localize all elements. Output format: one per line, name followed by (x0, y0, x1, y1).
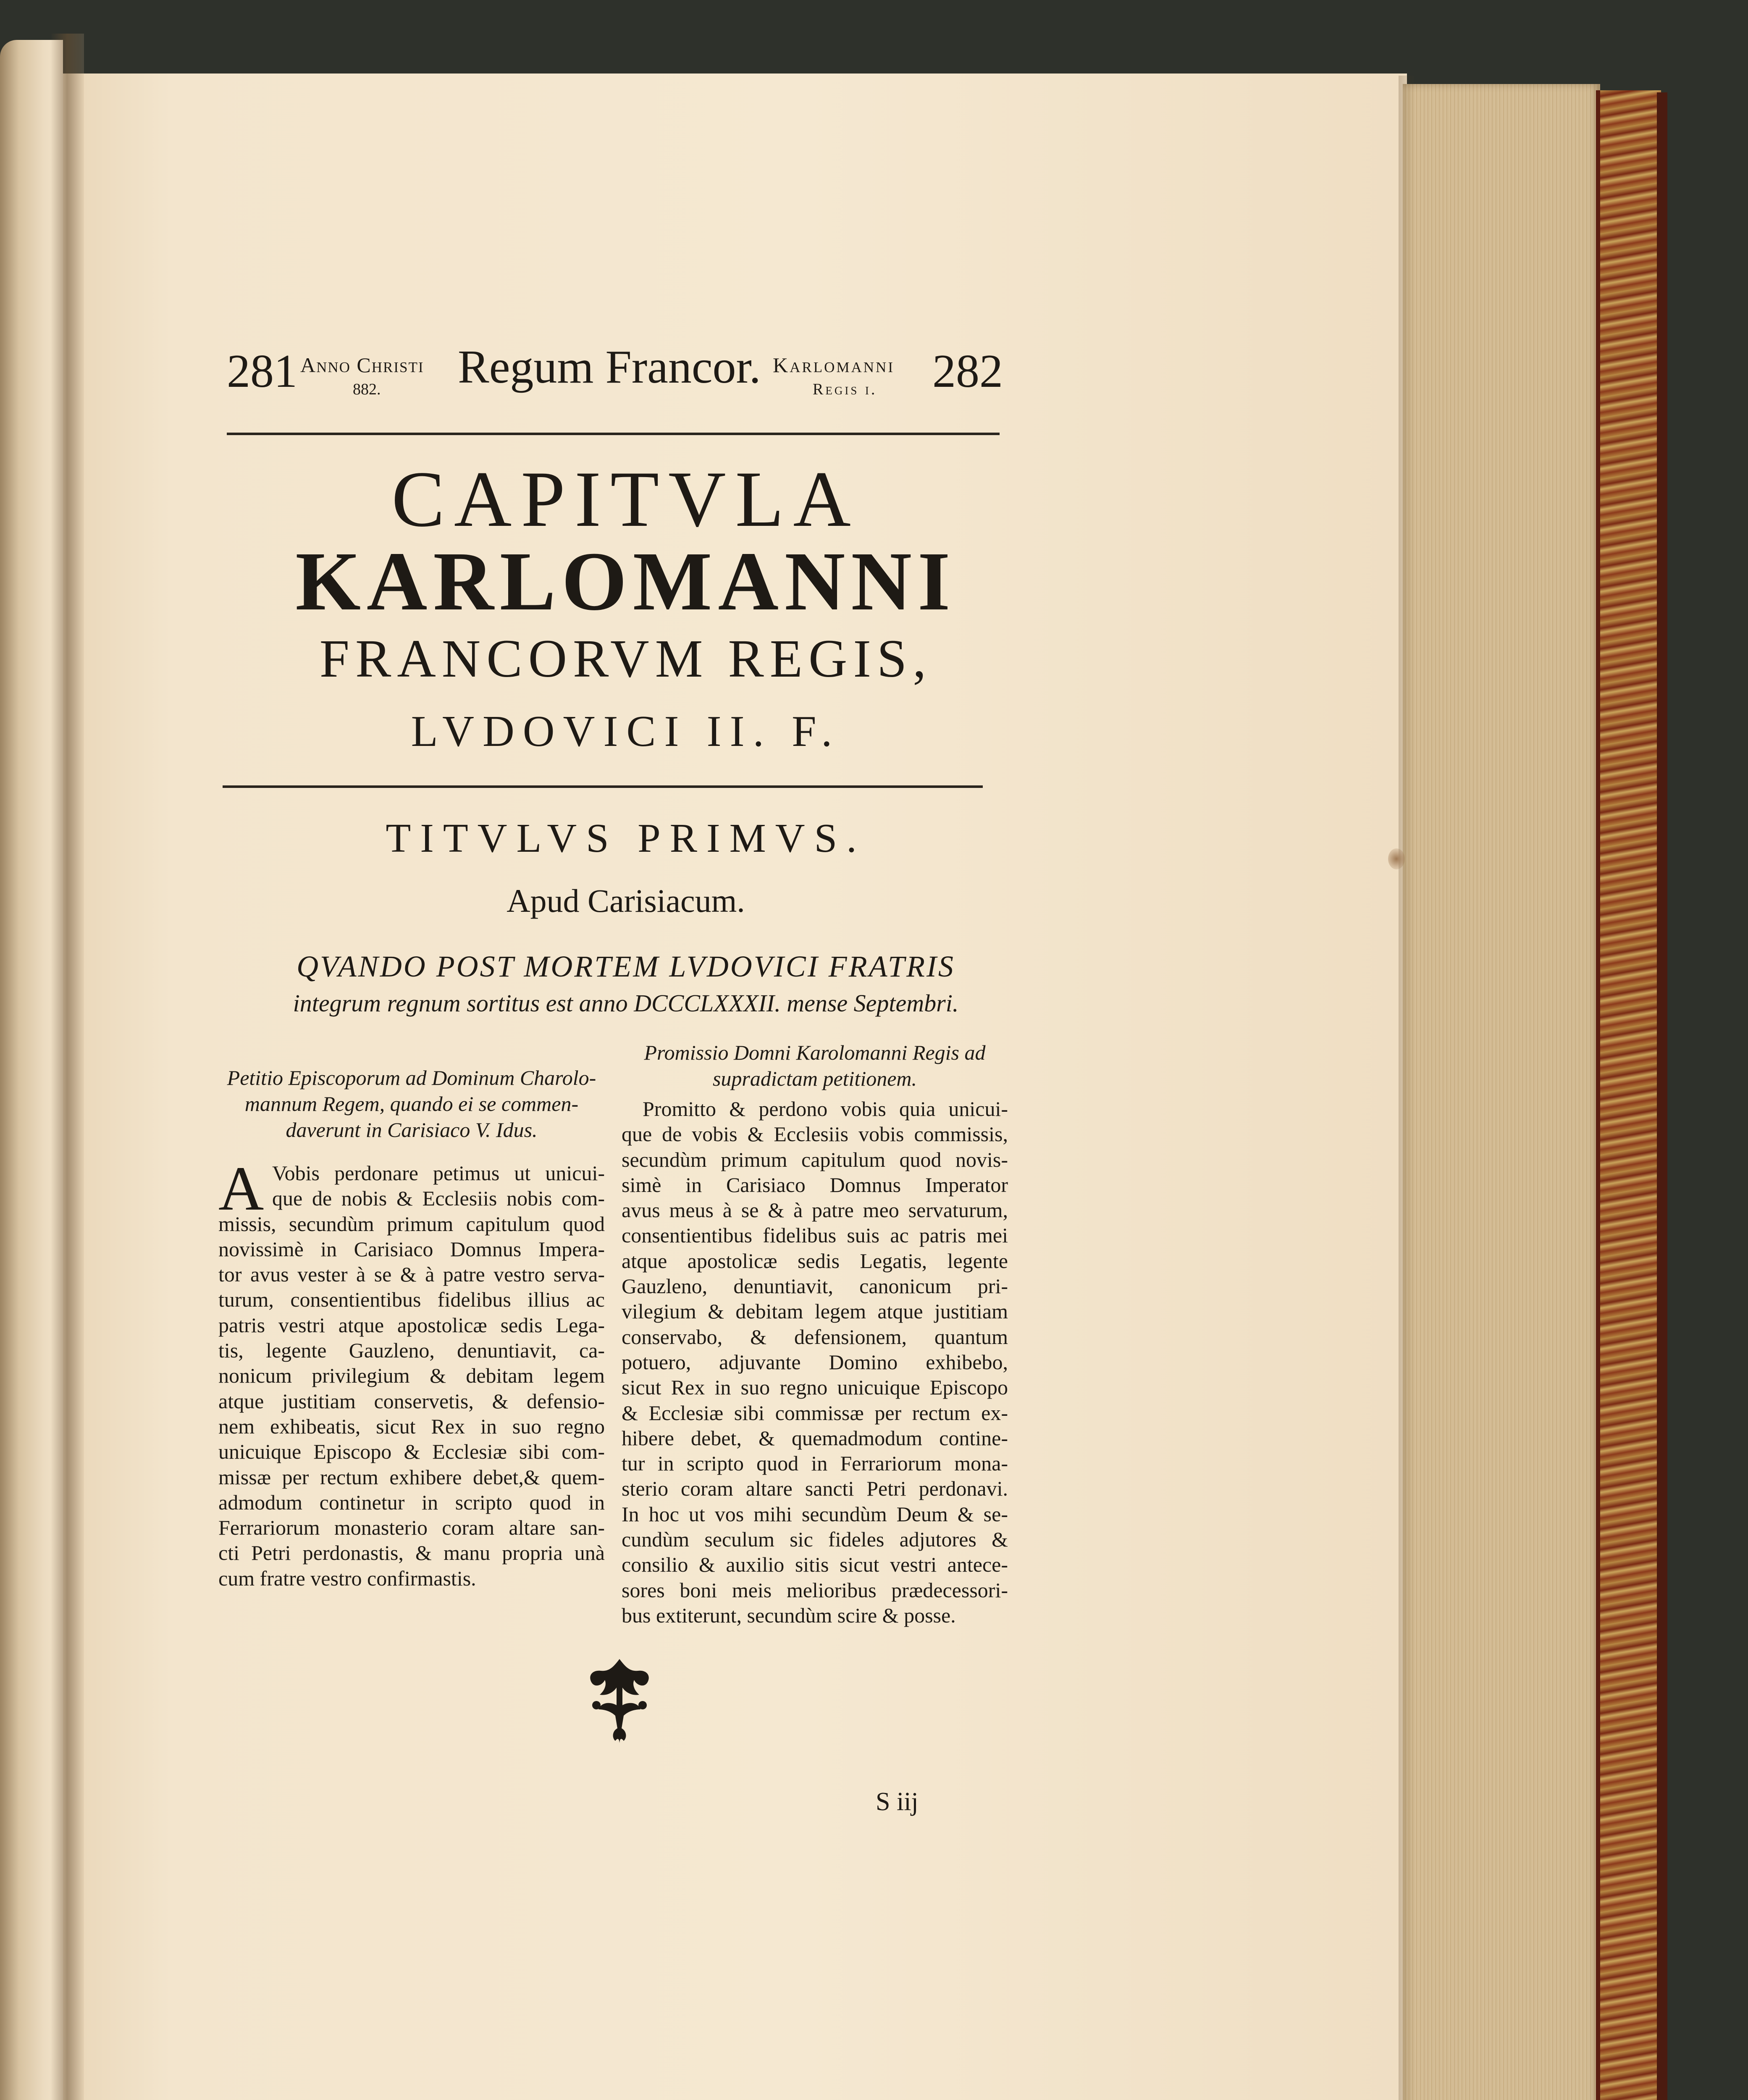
right-heading-line: supradictam petitionem. (712, 1067, 917, 1090)
text-line: secundùm primum capitulum quod novis- (622, 1147, 1008, 1171)
text-line: simè in Carisiaco Domnus Imperator (622, 1173, 1008, 1197)
text-line: sores boni meis melioribus prædecessori- (622, 1578, 1008, 1602)
text-line: In hoc ut vos mihi secundùm Deum & se- (622, 1502, 1008, 1526)
running-title: Regum Francor. (458, 341, 761, 393)
text-line: cti Petri perdonastis, & manu propria unà (218, 1541, 605, 1565)
text-line: admodum continetur in scripto quod in (218, 1490, 605, 1514)
text-line: sicut Rex in suo regno unicuique Episcopo (622, 1376, 1008, 1399)
text-line: atque apostolicæ sedis Legatis, legente (622, 1249, 1008, 1273)
titulus-heading: TITVLVS PRIMVS. (386, 816, 866, 861)
anno-christi-label: Anno Christi (300, 353, 424, 377)
regis-label: Regis i. (813, 381, 877, 398)
paper-stain (1388, 848, 1405, 869)
text-line: que de vobis & Ecclesiis vobis commissis, (622, 1122, 1008, 1146)
book-cover-edge (1657, 92, 1667, 2100)
right-column-text (622, 1096, 1008, 1628)
text-line: tis, legente Gauzleno, denuntiavit, ca- (218, 1339, 605, 1362)
place-heading: Apud Carisiacum. (507, 882, 745, 919)
left-column-heading (218, 1065, 605, 1143)
text-line: Promitto & perdono vobis quia unicui- (643, 1097, 1008, 1121)
text-line: hibere debet, & quemadmodum contine- (622, 1426, 1008, 1450)
text-line: unicuique Episcopo & Ecclesiæ sibi com- (218, 1440, 605, 1464)
text-line: Vobis perdonare petimus ut unicui- (272, 1161, 605, 1185)
text-line: turum, consentientibus fidelibus illius ac (218, 1288, 605, 1312)
text-line: avus meus à se & à patre meo servaturum, (622, 1198, 1008, 1222)
text-line: Ferrariorum monasterio coram altare san- (218, 1516, 605, 1540)
rule-middle (223, 785, 983, 788)
title-line-1: CAPITVLA (391, 455, 860, 543)
text-line: cundùm seculum sic fideles adjutores & (622, 1528, 1008, 1551)
running-head (227, 340, 1025, 403)
text-line: missis, secundùm primum capitulum quod (218, 1212, 605, 1236)
page-edge-shadow (1399, 76, 1415, 2100)
left-heading-line: daverunt in Carisiaco V. Idus. (286, 1118, 538, 1142)
signature-mark: S iij (876, 1788, 919, 1816)
fleuron-ornament-icon (584, 1655, 655, 1747)
text-line: bus extiterunt, secundùm scire & posse. (622, 1603, 956, 1627)
page-number-left: 281 (227, 345, 297, 397)
text-line: atque justitiam conservetis, & defensio- (218, 1389, 605, 1413)
right-column-heading (622, 1040, 1008, 1092)
text-line: nonicum privilegium & debitam legem (218, 1364, 605, 1388)
page-block-edges (1403, 84, 1600, 2100)
text-line: nem exhibeatis, sicut Rex in suo regno (218, 1414, 605, 1438)
text-line: patris vestri atque apostolicæ sedis Lega- (218, 1313, 605, 1337)
text-line: tur in scripto quod in Ferrariorum mona- (622, 1452, 1008, 1475)
left-heading-line: Petitio Episcoporum ad Dominum Charolo- (227, 1066, 596, 1089)
drop-cap: A (218, 1154, 264, 1223)
text-line: potuero, adjuvante Domino exhibebo, (622, 1350, 1008, 1374)
text-line: vilegium & debitam legem atque justitiam (622, 1299, 1008, 1323)
anno-number: 882. (353, 381, 381, 398)
rule-top (227, 433, 1000, 435)
karlomanni-label: Karlomanni (773, 353, 895, 377)
left-heading-line: mannum Regem, quando ei se commen- (244, 1092, 579, 1116)
page-number-right: 282 (932, 345, 1003, 397)
left-column-text (218, 1160, 605, 1591)
title-line-4: LVDOVICI II. F. (411, 706, 841, 756)
subtitle-line-2: integrum regnum sortitus est anno DCCCLXXXII. mense Septembri. (293, 990, 959, 1017)
title-line-2: KARLOMANNI (295, 535, 956, 628)
text-line: sterio coram altare sancti Petri perdonavi. (622, 1477, 1008, 1501)
marbled-binding (1596, 90, 1661, 2100)
text-line: que de nobis & Ecclesiis nobis com- (272, 1186, 605, 1210)
text-line: consentientibus fidelibus suis ac patris mei (622, 1223, 1008, 1247)
text-line: tor avus vester à se & à patre vestro serva- (218, 1263, 605, 1286)
text-line: cum fratre vestro confirmastis. (218, 1566, 476, 1590)
title-line-3: FRANCORVM REGIS, (319, 629, 932, 688)
subtitle-line-1: QVANDO POST MORTEM LVDOVICI FRATRIS (297, 950, 955, 983)
text-line: novissimè in Carisiaco Domnus Impera- (218, 1237, 605, 1261)
text-line: consilio & auxilio sitis sicut vestri antece- (622, 1553, 1008, 1577)
text-line: Gauzleno, denuntiavit, canonicum pri- (622, 1274, 1008, 1298)
right-heading-line: Promissio Domni Karolomanni Regis ad (644, 1041, 986, 1064)
text-line: conservabo, & defensionem, quantum (622, 1325, 1008, 1349)
text-line: & Ecclesiæ sibi commissæ per rectum ex- (622, 1401, 1008, 1425)
text-line: missæ per rectum exhibere debet,& quem- (218, 1465, 605, 1489)
book-gutter (50, 34, 84, 2100)
